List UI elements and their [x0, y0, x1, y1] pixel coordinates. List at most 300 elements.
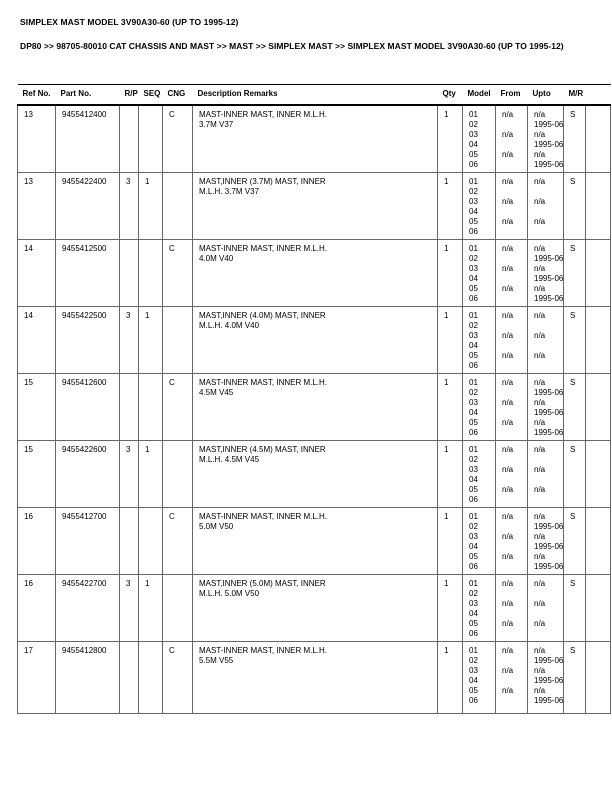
- cell-from-line: n/a: [502, 284, 514, 293]
- cell-from-line: n/a: [502, 686, 514, 695]
- cell-model-line: 05: [469, 552, 478, 561]
- cell-model-line: 04: [469, 341, 478, 350]
- cell-rp: [120, 508, 139, 575]
- cell-cng: [163, 441, 193, 508]
- cell-rp: [120, 374, 139, 441]
- cell-part-no: 9455412700: [56, 508, 120, 575]
- col-header-spacer: [586, 85, 611, 106]
- cell-from-line: n/a: [502, 552, 514, 561]
- cell-mr: S: [564, 508, 586, 575]
- cell-upto-line: 1995-06: [534, 294, 564, 303]
- cell-upto: [528, 173, 564, 240]
- cell-from-line: n/a: [502, 378, 514, 387]
- cell-upto-line: n/a: [534, 351, 546, 360]
- cell-description-remarks-line: M.L.H. 4.5M V45: [199, 455, 260, 464]
- cell-from-line: n/a: [502, 130, 514, 139]
- cell-model-line: 06: [469, 629, 478, 638]
- cell-from-line: [502, 120, 526, 130]
- cell-qty: 1: [438, 374, 463, 441]
- cell-model-line: 04: [469, 609, 478, 618]
- cell-description-remarks: [193, 105, 438, 173]
- cell-model-line: 04: [469, 274, 478, 283]
- table-row: [18, 307, 611, 374]
- cell-description-remarks-line: 5.0M V50: [199, 522, 234, 531]
- cell-rp: 3: [120, 441, 139, 508]
- cell-description-remarks-line: 5.5M V55: [199, 656, 234, 665]
- cell-model-line: 01: [469, 579, 478, 588]
- cell-from-line: n/a: [502, 666, 514, 675]
- cell-upto-line: 1995-06: [534, 120, 564, 129]
- cell-model-line: 03: [469, 532, 478, 541]
- cell-from-line: [502, 629, 526, 639]
- cell-spacer: [586, 374, 611, 441]
- cell-model: [463, 105, 496, 173]
- table-header: [18, 85, 611, 106]
- cell-model-line: 04: [469, 475, 478, 484]
- cell-upto-line: 1995-06: [534, 408, 564, 417]
- cell-upto-line: [534, 321, 562, 331]
- cell-from-line: [502, 428, 526, 438]
- cell-seq: 1: [139, 307, 163, 374]
- cell-from-line: [502, 274, 526, 284]
- cell-part-no: 9455412500: [56, 240, 120, 307]
- cell-model-line: 01: [469, 445, 478, 454]
- cell-seq: [139, 508, 163, 575]
- cell-upto-line: [534, 227, 562, 237]
- parts-table: [17, 84, 611, 714]
- cell-model-line: 02: [469, 522, 478, 531]
- cell-from: [496, 575, 528, 642]
- cell-model-line: 03: [469, 599, 478, 608]
- cell-description-remarks-line: MAST,INNER (5.0M) MAST, INNER: [199, 579, 326, 588]
- cell-upto-line: n/a: [534, 619, 546, 628]
- cell-description-remarks-line: M.L.H. 3.7M V37: [199, 187, 260, 196]
- cell-upto-line: n/a: [534, 485, 546, 494]
- cell-from-line: n/a: [502, 465, 514, 474]
- cell-upto-line: n/a: [534, 217, 546, 226]
- col-header-model: Model: [463, 85, 496, 106]
- cell-mr: S: [564, 575, 586, 642]
- cell-description-remarks-line: M.L.H. 5.0M V50: [199, 589, 260, 598]
- cell-description-remarks: [193, 575, 438, 642]
- cell-model-line: 01: [469, 311, 478, 320]
- cell-upto-line: 1995-06: [534, 542, 564, 551]
- cell-upto: [528, 642, 564, 714]
- cell-upto-line: n/a: [534, 130, 546, 139]
- cell-upto-line: 1995-06: [534, 562, 564, 571]
- cell-spacer: [586, 441, 611, 508]
- cell-qty: 1: [438, 575, 463, 642]
- cell-description-remarks: [193, 374, 438, 441]
- table-body: [18, 105, 611, 714]
- cell-model: [463, 441, 496, 508]
- cell-model-line: 02: [469, 589, 478, 598]
- cell-from-line: [502, 361, 526, 371]
- cell-from-line: n/a: [502, 579, 514, 588]
- cell-upto-line: [534, 341, 562, 351]
- cell-upto: [528, 240, 564, 307]
- cell-description-remarks-line: MAST-INNER MAST, INNER M.L.H.: [199, 378, 328, 387]
- cell-model-line: 04: [469, 676, 478, 685]
- cell-upto-line: [534, 187, 562, 197]
- cell-model-line: 06: [469, 495, 478, 504]
- cell-upto-line: [534, 609, 562, 619]
- cell-model: [463, 508, 496, 575]
- cell-model-line: 05: [469, 150, 478, 159]
- cell-model-line: 04: [469, 140, 478, 149]
- col-header-from: From: [496, 85, 528, 106]
- cell-qty: 1: [438, 441, 463, 508]
- cell-mr: S: [564, 441, 586, 508]
- cell-upto-line: [534, 629, 562, 639]
- cell-part-no: 9455422600: [56, 441, 120, 508]
- cell-model-line: 02: [469, 388, 478, 397]
- cell-seq: [139, 374, 163, 441]
- cell-upto-line: 1995-06: [534, 428, 564, 437]
- cell-description-remarks: [193, 441, 438, 508]
- cell-model: [463, 173, 496, 240]
- cell-upto-line: [534, 207, 562, 217]
- cell-from-line: n/a: [502, 331, 514, 340]
- cell-upto-line: n/a: [534, 532, 546, 541]
- cell-upto-line: [534, 361, 562, 371]
- cell-rp: [120, 105, 139, 173]
- cell-from-line: [502, 455, 526, 465]
- cell-upto-line: n/a: [534, 264, 546, 273]
- cell-from-line: n/a: [502, 110, 514, 119]
- cell-model-line: 05: [469, 418, 478, 427]
- cell-upto-line: 1995-06: [534, 388, 564, 397]
- cell-upto-line: n/a: [534, 197, 546, 206]
- cell-from-line: [502, 227, 526, 237]
- table-row: [18, 508, 611, 575]
- cell-from-line: [502, 388, 526, 398]
- cell-model-line: 03: [469, 465, 478, 474]
- col-header-description-remarks: Description Remarks: [193, 85, 438, 106]
- cell-from-line: [502, 160, 526, 170]
- col-header-upto: Upto: [528, 85, 564, 106]
- cell-ref-no: 17: [18, 642, 56, 714]
- table-row: [18, 105, 611, 173]
- cell-from-line: n/a: [502, 311, 514, 320]
- cell-cng: C: [163, 374, 193, 441]
- cell-from: [496, 441, 528, 508]
- col-header-mr: M/R: [564, 85, 586, 106]
- cell-spacer: [586, 307, 611, 374]
- cell-upto-line: n/a: [534, 552, 546, 561]
- cell-description-remarks: [193, 240, 438, 307]
- cell-from: [496, 307, 528, 374]
- cell-description-remarks: [193, 173, 438, 240]
- cell-model: [463, 307, 496, 374]
- cell-from-line: n/a: [502, 445, 514, 454]
- cell-model-line: 02: [469, 321, 478, 330]
- cell-from-line: [502, 609, 526, 619]
- cell-upto-line: n/a: [534, 331, 546, 340]
- cell-upto-line: [534, 455, 562, 465]
- cell-model-line: 03: [469, 264, 478, 273]
- cell-from-line: n/a: [502, 217, 514, 226]
- cell-model-line: 06: [469, 562, 478, 571]
- cell-cng: [163, 575, 193, 642]
- cell-spacer: [586, 240, 611, 307]
- cell-ref-no: 16: [18, 508, 56, 575]
- cell-model-line: 03: [469, 666, 478, 675]
- cell-model-line: 01: [469, 512, 478, 521]
- cell-from-line: [502, 542, 526, 552]
- cell-from-line: [502, 321, 526, 331]
- cell-mr: S: [564, 240, 586, 307]
- cell-mr: S: [564, 173, 586, 240]
- cell-upto: [528, 105, 564, 173]
- cell-model-line: 01: [469, 646, 478, 655]
- cell-upto-line: n/a: [534, 599, 546, 608]
- cell-model-line: 02: [469, 254, 478, 263]
- cell-cng: C: [163, 508, 193, 575]
- cell-from-line: n/a: [502, 532, 514, 541]
- cell-upto: [528, 307, 564, 374]
- cell-description-remarks-line: MAST-INNER MAST, INNER M.L.H.: [199, 646, 328, 655]
- cell-description-remarks: [193, 508, 438, 575]
- table-row: [18, 642, 611, 714]
- cell-description-remarks-line: 3.7M V37: [199, 120, 234, 129]
- cell-part-no: 9455412600: [56, 374, 120, 441]
- cell-from-line: [502, 495, 526, 505]
- cell-from-line: n/a: [502, 418, 514, 427]
- cell-description-remarks-line: 4.0M V40: [199, 254, 234, 263]
- cell-model-line: 05: [469, 284, 478, 293]
- cell-upto-line: n/a: [534, 284, 546, 293]
- cell-model-line: 01: [469, 110, 478, 119]
- col-header-rp: R/P: [120, 85, 139, 106]
- cell-from: [496, 173, 528, 240]
- cell-upto: [528, 441, 564, 508]
- cell-model-line: 02: [469, 120, 478, 129]
- cell-part-no: 9455412400: [56, 105, 120, 173]
- col-header-cng: CNG: [163, 85, 193, 106]
- cell-qty: 1: [438, 307, 463, 374]
- cell-model-line: 03: [469, 398, 478, 407]
- cell-from-line: n/a: [502, 150, 514, 159]
- cell-rp: 3: [120, 575, 139, 642]
- cell-model-line: 01: [469, 244, 478, 253]
- cell-qty: 1: [438, 508, 463, 575]
- cell-upto-line: 1995-06: [534, 676, 564, 685]
- cell-upto-line: n/a: [534, 512, 546, 521]
- page-title: SIMPLEX MAST MODEL 3V90A30-60 (UP TO 1995-12): [20, 17, 239, 27]
- cell-from-line: [502, 140, 526, 150]
- cell-part-no: 9455422700: [56, 575, 120, 642]
- cell-model-line: 05: [469, 619, 478, 628]
- cell-model-line: 05: [469, 351, 478, 360]
- cell-model-line: 02: [469, 455, 478, 464]
- cell-upto: [528, 374, 564, 441]
- cell-model-line: 06: [469, 294, 478, 303]
- cell-from-line: n/a: [502, 244, 514, 253]
- cell-ref-no: 15: [18, 441, 56, 508]
- cell-seq: 1: [139, 173, 163, 240]
- cell-from-line: [502, 589, 526, 599]
- cell-from-line: n/a: [502, 177, 514, 186]
- cell-upto-line: 1995-06: [534, 140, 564, 149]
- cell-qty: 1: [438, 105, 463, 173]
- cell-spacer: [586, 508, 611, 575]
- cell-upto: [528, 508, 564, 575]
- col-header-part-no: Part No.: [56, 85, 120, 106]
- cell-upto-line: 1995-06: [534, 656, 564, 665]
- cell-upto-line: n/a: [534, 244, 546, 253]
- cell-spacer: [586, 173, 611, 240]
- cell-upto-line: n/a: [534, 311, 546, 320]
- cell-mr: S: [564, 105, 586, 173]
- cell-qty: 1: [438, 642, 463, 714]
- cell-from-line: n/a: [502, 646, 514, 655]
- cell-mr: S: [564, 374, 586, 441]
- cell-qty: 1: [438, 173, 463, 240]
- cell-upto-line: n/a: [534, 378, 546, 387]
- cell-upto-line: [534, 589, 562, 599]
- cell-spacer: [586, 105, 611, 173]
- cell-ref-no: 16: [18, 575, 56, 642]
- cell-upto-line: [534, 495, 562, 505]
- cell-model-line: 01: [469, 177, 478, 186]
- cell-model: [463, 575, 496, 642]
- cell-spacer: [586, 642, 611, 714]
- cell-rp: 3: [120, 307, 139, 374]
- cell-upto-line: n/a: [534, 177, 546, 186]
- cell-upto-line: 1995-06: [534, 522, 564, 531]
- cell-upto-line: 1995-06: [534, 696, 564, 705]
- cell-seq: [139, 105, 163, 173]
- table-row: [18, 575, 611, 642]
- cell-from-line: [502, 408, 526, 418]
- cell-from-line: [502, 676, 526, 686]
- cell-from-line: n/a: [502, 599, 514, 608]
- cell-from-line: n/a: [502, 398, 514, 407]
- cell-model-line: 06: [469, 160, 478, 169]
- cell-description-remarks: [193, 307, 438, 374]
- cell-model-line: 02: [469, 656, 478, 665]
- cell-model-line: 06: [469, 428, 478, 437]
- cell-model: [463, 642, 496, 714]
- cell-from-line: [502, 475, 526, 485]
- cell-upto-line: [534, 475, 562, 485]
- cell-from-line: [502, 254, 526, 264]
- table-row: [18, 240, 611, 307]
- cell-model-line: 05: [469, 217, 478, 226]
- cell-model-line: 06: [469, 361, 478, 370]
- cell-from: [496, 508, 528, 575]
- cell-seq: 1: [139, 441, 163, 508]
- col-header-ref-no: Ref No.: [18, 85, 56, 106]
- cell-description-remarks-line: M.L.H. 4.0M V40: [199, 321, 260, 330]
- cell-ref-no: 14: [18, 307, 56, 374]
- cell-from-line: [502, 341, 526, 351]
- cell-model-line: 05: [469, 686, 478, 695]
- table-row: [18, 173, 611, 240]
- cell-model-line: 03: [469, 197, 478, 206]
- cell-description-remarks-line: MAST-INNER MAST, INNER M.L.H.: [199, 110, 328, 119]
- cell-from-line: [502, 696, 526, 706]
- cell-part-no: 9455412800: [56, 642, 120, 714]
- cell-model-line: 03: [469, 130, 478, 139]
- cell-from: [496, 240, 528, 307]
- cell-model: [463, 374, 496, 441]
- cell-description-remarks-line: MAST-INNER MAST, INNER M.L.H.: [199, 244, 328, 253]
- cell-model-line: 04: [469, 542, 478, 551]
- breadcrumb: DP80 >> 98705-80010 CAT CHASSIS AND MAST >> MAST >> SIMPLEX MAST >> SIMPLEX MAST MODEL 3V90A30-60 (UP TO 1995-12): [20, 41, 564, 51]
- cell-model-line: 06: [469, 696, 478, 705]
- cell-from-line: [502, 562, 526, 572]
- cell-upto-line: n/a: [534, 579, 546, 588]
- cell-rp: [120, 642, 139, 714]
- col-header-qty: Qty: [438, 85, 463, 106]
- cell-seq: [139, 642, 163, 714]
- cell-model-line: 06: [469, 227, 478, 236]
- cell-from-line: n/a: [502, 351, 514, 360]
- cell-from-line: [502, 656, 526, 666]
- cell-from-line: n/a: [502, 485, 514, 494]
- cell-upto-line: n/a: [534, 110, 546, 119]
- cell-part-no: 9455422500: [56, 307, 120, 374]
- cell-from-line: [502, 294, 526, 304]
- cell-seq: [139, 240, 163, 307]
- cell-ref-no: 13: [18, 173, 56, 240]
- cell-seq: 1: [139, 575, 163, 642]
- cell-model: [463, 240, 496, 307]
- cell-model-line: 05: [469, 485, 478, 494]
- col-header-seq: SEQ: [139, 85, 163, 106]
- cell-upto-line: 1995-06: [534, 274, 564, 283]
- cell-cng: [163, 307, 193, 374]
- cell-from-line: n/a: [502, 264, 514, 273]
- cell-part-no: 9455422400: [56, 173, 120, 240]
- cell-upto-line: n/a: [534, 398, 546, 407]
- cell-cng: C: [163, 240, 193, 307]
- cell-from: [496, 374, 528, 441]
- cell-cng: C: [163, 642, 193, 714]
- cell-upto-line: n/a: [534, 150, 546, 159]
- cell-upto-line: n/a: [534, 646, 546, 655]
- cell-rp: 3: [120, 173, 139, 240]
- cell-description-remarks-line: MAST,INNER (4.0M) MAST, INNER: [199, 311, 326, 320]
- cell-upto-line: n/a: [534, 686, 546, 695]
- cell-from-line: n/a: [502, 619, 514, 628]
- cell-from: [496, 105, 528, 173]
- cell-description-remarks-line: 4.5M V45: [199, 388, 234, 397]
- cell-model-line: 02: [469, 187, 478, 196]
- cell-ref-no: 14: [18, 240, 56, 307]
- cell-description-remarks-line: MAST,INNER (3.7M) MAST, INNER: [199, 177, 326, 186]
- cell-model-line: 04: [469, 207, 478, 216]
- cell-from-line: [502, 207, 526, 217]
- cell-upto-line: 1995-06: [534, 160, 564, 169]
- cell-description-remarks-line: MAST-INNER MAST, INNER M.L.H.: [199, 512, 328, 521]
- cell-description-remarks: [193, 642, 438, 714]
- cell-cng: C: [163, 105, 193, 173]
- cell-description-remarks-line: MAST,INNER (4.5M) MAST, INNER: [199, 445, 326, 454]
- cell-upto-line: n/a: [534, 666, 546, 675]
- cell-mr: S: [564, 642, 586, 714]
- cell-model-line: 03: [469, 331, 478, 340]
- cell-from-line: n/a: [502, 197, 514, 206]
- cell-upto: [528, 575, 564, 642]
- cell-from-line: [502, 187, 526, 197]
- table-header-row: [18, 85, 611, 106]
- cell-cng: [163, 173, 193, 240]
- cell-ref-no: 13: [18, 105, 56, 173]
- cell-from: [496, 642, 528, 714]
